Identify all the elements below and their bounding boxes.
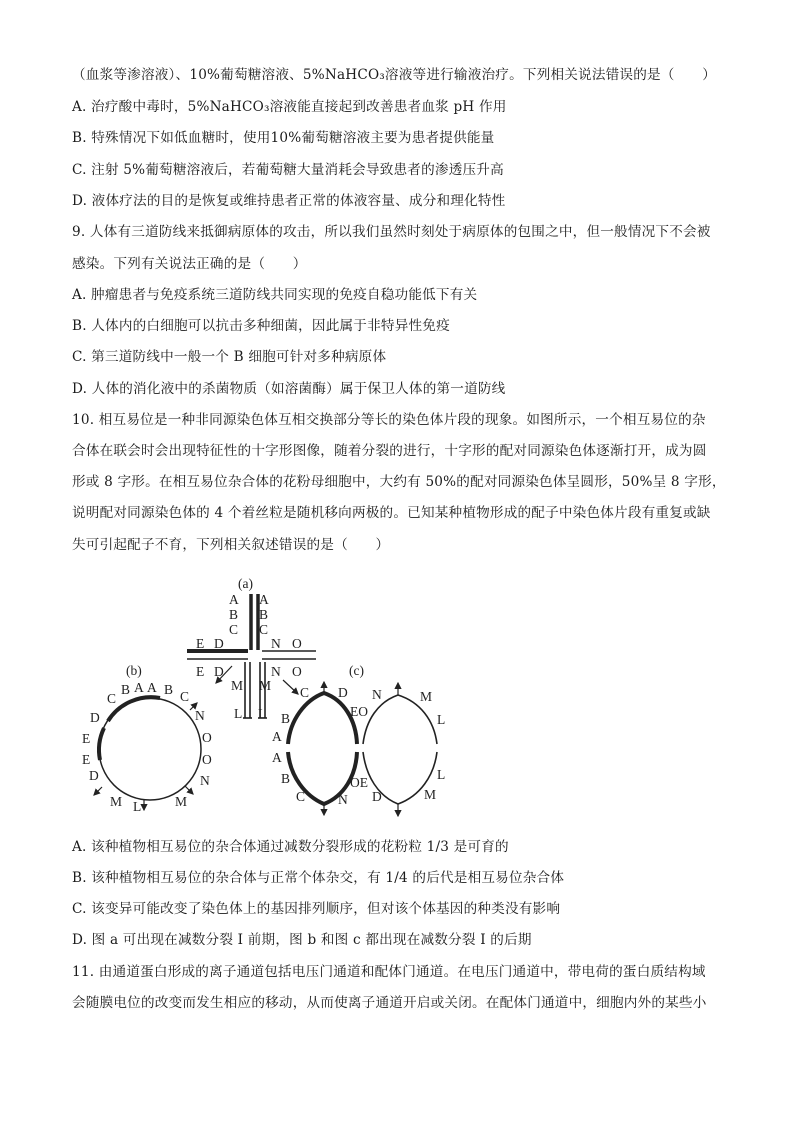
q10-option-b: B. 该种植物相互易位的杂合体与正常个体杂交，有 1/4 的后代是相互易位杂合体 bbox=[72, 870, 565, 886]
svg-text:D: D bbox=[214, 664, 224, 679]
svg-text:A: A bbox=[272, 750, 282, 765]
figure-label-b: (b) bbox=[126, 663, 142, 678]
svg-text:D: D bbox=[90, 710, 100, 725]
figure-c-labels bbox=[272, 663, 445, 807]
svg-text:M: M bbox=[175, 794, 188, 809]
q10-stem-line-4: 说明配对同源染色体的 4 个着丝粒是随机移向两极的。已知某种植物形成的配子中染色体片段有重复或缺 bbox=[72, 505, 711, 521]
svg-text:N: N bbox=[271, 664, 281, 679]
svg-text:B: B bbox=[281, 711, 291, 726]
q10-stem-line-2: 合体在联会时会出现特征性的十字形图像，随着分裂的进行，十字形的配对同源染色体逐渐打开，成为圆 bbox=[72, 443, 707, 459]
svg-text:EO: EO bbox=[350, 704, 368, 719]
q9-stem-line-2: 感染。下列有关说法正确的是（ ） bbox=[72, 256, 307, 272]
svg-text:B: B bbox=[121, 682, 131, 697]
svg-text:O: O bbox=[292, 664, 302, 679]
svg-text:D: D bbox=[338, 685, 348, 700]
q9-option-a: A. 肿瘤患者与免疫系统三道防线共同实现的免疫自稳功能低下有关 bbox=[72, 287, 478, 303]
q8-option-d: D. 液体疗法的目的是恢复或维持患者正常的体液容量、成分和理化特性 bbox=[72, 193, 506, 209]
q10-stem-line-3: 形或 8 字形。在相互易位杂合体的花粉母细胞中，大约有 50%的配对同源染色体呈圆形，50%呈 8 字形， bbox=[72, 474, 726, 490]
svg-text:O: O bbox=[292, 636, 302, 651]
svg-text:L: L bbox=[437, 712, 446, 727]
svg-text:O: O bbox=[202, 730, 212, 745]
q10-option-c: C. 该变异可能改变了染色体上的基因排列顺序，但对该个体基因的种类没有影响 bbox=[72, 901, 561, 917]
svg-text:B: B bbox=[259, 607, 269, 622]
figure-label-a: (a) bbox=[238, 576, 253, 591]
svg-text:C: C bbox=[229, 622, 239, 637]
figure-label-c: (c) bbox=[349, 663, 364, 678]
svg-text:D: D bbox=[372, 789, 382, 804]
translocation-figure bbox=[70, 566, 470, 828]
svg-text:C: C bbox=[259, 622, 269, 637]
q8-option-c: C. 注射 5%葡萄糖溶液后，若葡萄糖大量消耗会导致患者的渗透压升高 bbox=[72, 162, 504, 178]
q8-option-a: A. 治疗酸中毒时，5%NaHCO₃溶液能直接起到改善患者血浆 pH 作用 bbox=[72, 99, 507, 115]
svg-text:N: N bbox=[200, 773, 210, 788]
svg-text:B: B bbox=[281, 771, 291, 786]
svg-text:E: E bbox=[82, 752, 91, 767]
svg-text:N: N bbox=[372, 687, 382, 702]
svg-text:M: M bbox=[110, 794, 123, 809]
svg-text:E: E bbox=[196, 664, 205, 679]
q10-stem-line-1: 10. 相互易位是一种非同源染色体互相交换部分等长的染色体片段的现象。如图所示，一个相互易位的杂 bbox=[72, 412, 706, 428]
q10-option-d: D. 图 a 可出现在减数分裂 Ⅰ 前期，图 b 和图 c 都出现在减数分裂 Ⅰ 的后期 bbox=[72, 932, 532, 948]
svg-text:L: L bbox=[258, 706, 267, 721]
svg-text:L: L bbox=[234, 706, 243, 721]
svg-text:A: A bbox=[147, 680, 157, 695]
svg-text:E: E bbox=[196, 636, 205, 651]
svg-text:C: C bbox=[296, 789, 306, 804]
svg-text:N: N bbox=[195, 708, 205, 723]
figure-c-eight bbox=[288, 682, 437, 816]
q9-stem-line-1: 9. 人体有三道防线来抵御病原体的攻击，所以我们虽然时刻处于病原体的包围之中，但一般情况下不会被 bbox=[72, 224, 711, 240]
figure-a-cross bbox=[187, 594, 316, 718]
svg-text:C: C bbox=[300, 685, 310, 700]
svg-text:OE: OE bbox=[350, 775, 368, 790]
svg-text:B: B bbox=[164, 682, 174, 697]
q11-stem-line-1: 11. 由通道蛋白形成的离子通道包括电压门通道和配体门通道。在电压门通道中，带电荷的蛋白质结构域 bbox=[72, 964, 706, 980]
q9-option-c: C. 第三道防线中一般一个 B 细胞可针对多种病原体 bbox=[72, 349, 387, 365]
q10-option-a: A. 该种植物相互易位的杂合体通过减数分裂形成的花粉粒 1/3 是可育的 bbox=[72, 839, 509, 855]
svg-text:C: C bbox=[180, 689, 190, 704]
q8-option-b: B. 特殊情况下如低血糖时，使用10%葡萄糖溶液主要为患者提供能量 bbox=[72, 130, 495, 146]
svg-text:M: M bbox=[259, 678, 272, 693]
svg-text:B: B bbox=[229, 607, 239, 622]
svg-text:L: L bbox=[437, 767, 446, 782]
svg-text:L: L bbox=[133, 799, 142, 814]
q9-option-d: D. 人体的消化液中的杀菌物质（如溶菌酶）属于保卫人体的第一道防线 bbox=[72, 381, 506, 397]
q10-stem-line-5: 失可引起配子不育，下列相关叙述错误的是（ ） bbox=[72, 537, 390, 553]
svg-text:M: M bbox=[420, 689, 433, 704]
q11-stem-line-2: 会随膜电位的改变而发生相应的移动，从而使离子通道开启或关闭。在配体门通道中，细胞内外的某些小 bbox=[72, 995, 707, 1011]
svg-text:E: E bbox=[82, 731, 91, 746]
svg-text:D: D bbox=[214, 636, 224, 651]
svg-text:A: A bbox=[229, 592, 239, 607]
svg-text:C: C bbox=[107, 691, 117, 706]
q9-option-b: B. 人体内的白细胞可以抗击多种细菌，因此属于非特异性免疫 bbox=[72, 318, 450, 334]
svg-text:M: M bbox=[424, 787, 437, 802]
svg-text:A: A bbox=[134, 680, 144, 695]
svg-text:A: A bbox=[272, 729, 282, 744]
svg-text:A: A bbox=[259, 592, 269, 607]
svg-text:N: N bbox=[271, 636, 281, 651]
svg-text:M: M bbox=[231, 678, 244, 693]
svg-text:O: O bbox=[202, 752, 212, 767]
q8-stem-tail: （血浆等渗溶液）、10%葡萄糖溶液、5%NaHCO₃溶液等进行输液治疗。下列相关说法错误的是（ ） bbox=[72, 67, 716, 83]
svg-text:D: D bbox=[89, 768, 99, 783]
svg-text:N: N bbox=[338, 792, 348, 807]
figure-a-labels bbox=[196, 576, 302, 721]
